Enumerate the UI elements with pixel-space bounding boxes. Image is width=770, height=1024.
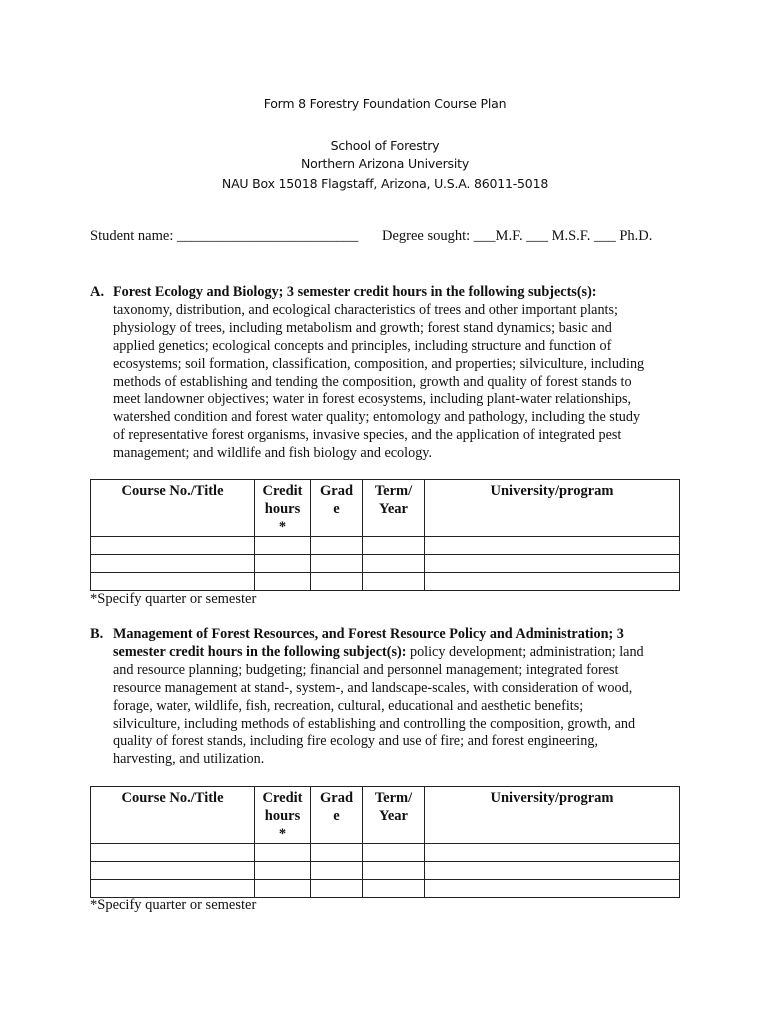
university-cell[interactable] xyxy=(425,573,680,591)
form-title: Form 8 Forestry Foundation Course Plan xyxy=(263,96,507,111)
course-cell[interactable] xyxy=(91,862,255,880)
section-b-line: quality of forest stands, including fire ecology and use of fire; and forest engineering, xyxy=(113,733,598,750)
section-a-course-table xyxy=(90,479,680,591)
grade-cell[interactable] xyxy=(311,844,363,862)
grade-header: Grad e xyxy=(311,787,363,844)
credit-hours-header: Credit hours * xyxy=(255,787,311,844)
university-cell[interactable] xyxy=(425,844,680,862)
table-row[interactable] xyxy=(91,844,680,862)
course-title-header: Course No./Title xyxy=(91,480,255,537)
credit-cell[interactable] xyxy=(255,555,311,573)
school-name: School of Forestry xyxy=(330,138,440,153)
term-cell[interactable] xyxy=(363,537,425,555)
grade-cell[interactable] xyxy=(311,555,363,573)
section-a-letter: A. xyxy=(90,284,105,300)
section-a-line: meet landowner objectives; water in forest ecosystems, including plant-water relationships, xyxy=(113,391,632,408)
section-a-footnote: *Specify quarter or semester xyxy=(90,591,257,607)
course-cell[interactable] xyxy=(91,555,255,573)
term-year-header: Term/ Year xyxy=(363,787,425,844)
table-row[interactable] xyxy=(91,537,680,555)
university-cell[interactable] xyxy=(425,880,680,898)
section-b-line: silviculture, including methods of establishing and controlling the composition, growth, and xyxy=(113,715,636,732)
table-row[interactable] xyxy=(91,862,680,880)
table-header-row xyxy=(91,787,680,844)
section-b-body xyxy=(113,626,683,769)
section-a-line: physiology of trees, including metabolism and growth; forest stand dynamics; basic and xyxy=(113,319,612,336)
degree-sought-field[interactable]: Degree sought: ___M.F. ___ M.S.F. ___ Ph.D. xyxy=(382,228,653,244)
section-b-line: resource management at stand-, system-, and landscape-scales, with consideration of wood, xyxy=(113,679,633,696)
university-cell[interactable] xyxy=(425,537,680,555)
section-a-heading: Forest Ecology and Biology; 3 semester credit hours in the following subjects(s): xyxy=(113,284,597,300)
section-a-body xyxy=(113,284,683,463)
term-cell[interactable] xyxy=(363,862,425,880)
section-b-line: forage, water, wildlife, fish, recreation, cultural, educational and aesthetic benefits; xyxy=(113,697,584,714)
term-year-header: Term/ Year xyxy=(363,480,425,537)
university-address: NAU Box 15018 Flagstaff, Arizona, U.S.A. 86011-5018 xyxy=(221,176,549,191)
section-b-line: and resource planning; budgeting; financial and personnel management; integrated forest xyxy=(113,661,619,678)
grade-header: Grad e xyxy=(311,480,363,537)
term-cell[interactable] xyxy=(363,573,425,591)
course-cell[interactable] xyxy=(91,573,255,591)
section-b-footnote: *Specify quarter or semester xyxy=(90,897,257,913)
section-b-course-table xyxy=(90,786,680,898)
grade-cell[interactable] xyxy=(311,880,363,898)
grade-cell[interactable] xyxy=(311,573,363,591)
section-a-line: methods of establishing and tending the composition, growth and quality of forest stands to xyxy=(113,373,632,390)
section-a-line: taxonomy, distribution, and ecological characteristics of trees and other important plants; xyxy=(113,301,618,318)
university-cell[interactable] xyxy=(425,555,680,573)
grade-cell[interactable] xyxy=(311,537,363,555)
term-cell[interactable] xyxy=(363,844,425,862)
table-row[interactable] xyxy=(91,555,680,573)
university-program-header: University/program xyxy=(425,480,680,537)
credit-hours-header: Credit hours * xyxy=(255,480,311,537)
credit-cell[interactable] xyxy=(255,844,311,862)
course-cell[interactable] xyxy=(91,537,255,555)
course-cell[interactable] xyxy=(91,880,255,898)
university-cell[interactable] xyxy=(425,862,680,880)
credit-cell[interactable] xyxy=(255,573,311,591)
university-program-header: University/program xyxy=(425,787,680,844)
student-name-field[interactable]: Student name: _________________________ xyxy=(90,228,359,244)
grade-cell[interactable] xyxy=(311,862,363,880)
section-b-line: harvesting, and utilization. xyxy=(113,751,265,768)
section-b-line: policy development; administration; land xyxy=(406,643,644,660)
section-a-line: ecosystems; soil formation, classification, composition, and properties; silviculture, including xyxy=(113,355,645,372)
table-row[interactable] xyxy=(91,573,680,591)
university-name: Northern Arizona University xyxy=(300,156,470,171)
section-a-line: applied genetics; ecological concepts and principles, including structure and function of xyxy=(113,337,612,354)
section-a-line: management; and wildlife and fish biology and ecology. xyxy=(113,445,433,462)
section-a-line: watershed condition and forest water quality; entomology and pathology, including the study xyxy=(113,409,641,426)
section-a-line: of representative forest organisms, invasive species, and the application of integrated pest xyxy=(113,427,622,444)
section-b-heading-cont: semester credit hours in the following subject(s): xyxy=(113,643,407,660)
term-cell[interactable] xyxy=(363,880,425,898)
credit-cell[interactable] xyxy=(255,537,311,555)
section-b-letter: B. xyxy=(90,626,104,642)
credit-cell[interactable] xyxy=(255,880,311,898)
credit-cell[interactable] xyxy=(255,862,311,880)
term-cell[interactable] xyxy=(363,555,425,573)
course-cell[interactable] xyxy=(91,844,255,862)
course-title-header: Course No./Title xyxy=(91,787,255,844)
section-b-heading: Management of Forest Resources, and Forest Resource Policy and Administration; 3 xyxy=(113,626,624,642)
table-row[interactable] xyxy=(91,880,680,898)
table-header-row xyxy=(91,480,680,537)
